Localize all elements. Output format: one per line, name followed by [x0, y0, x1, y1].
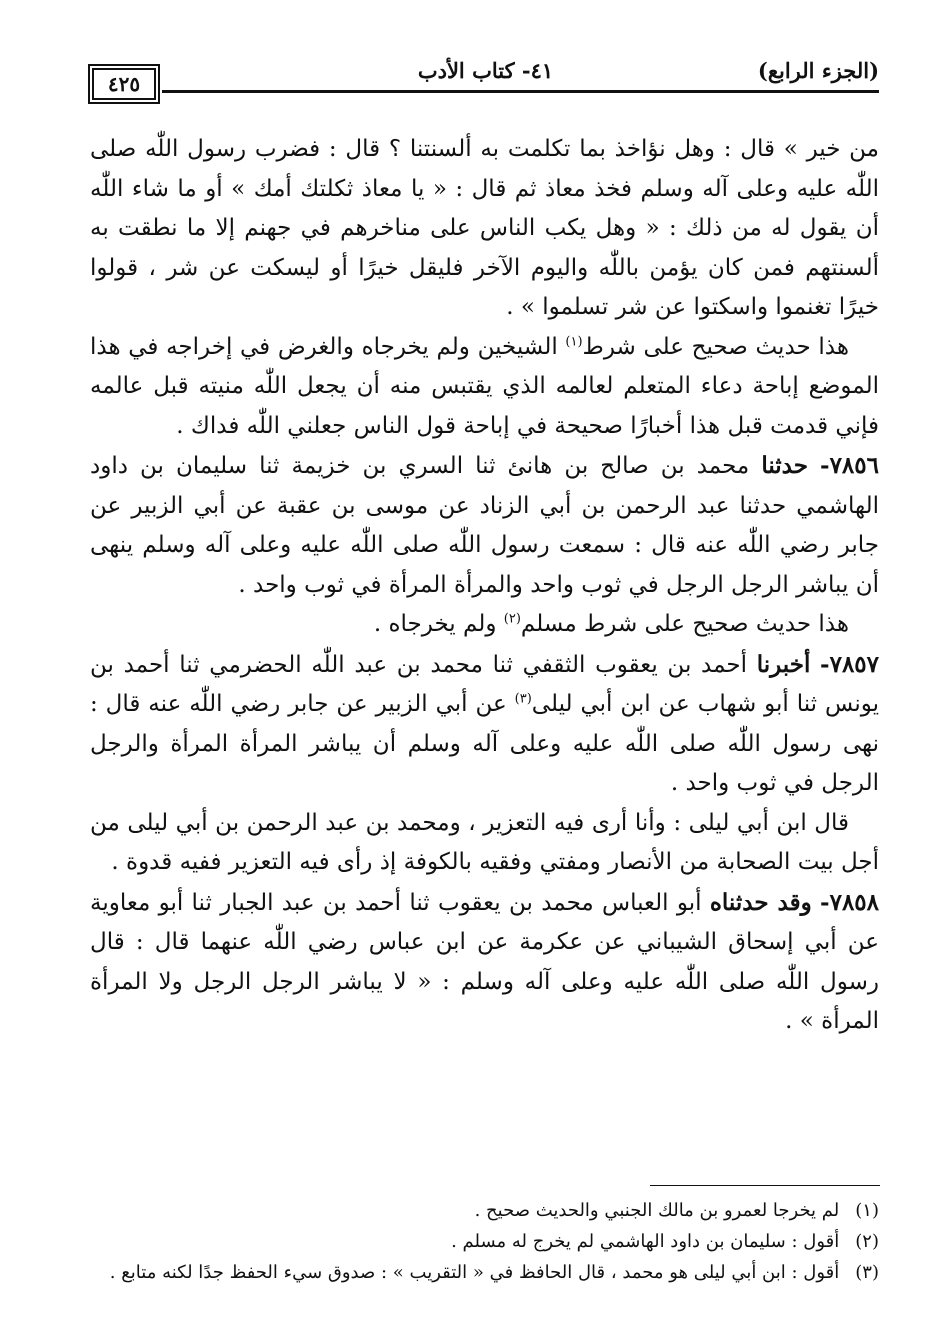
- paragraph-commentary-1: [90, 328, 879, 447]
- paragraph-hadith-continuation: من خير » قال : وهل نؤاخذ بما تكلمت به ألسنتنا ؟ قال : فضرب رسول اللّٰه صلى اللّٰه عليه وعلى آله وسلم فخذ معاذ ثم قال : « يا معاذ ثكلتك أمك » أو ما شاء اللّٰه أن يقول له من ذلك : « وهل يكب الناس على مناخرهم في جهنم إلا ما نطقت به ألسنتهم فمن كان يؤمن باللّٰه واليوم الآخر فليقل خيرًا أو ليسكت عن شر ، قولوا خيرًا تغنموا واسكتوا عن شر تسلموا » .: [90, 136, 879, 320]
- hadith-opener: أخبرنا: [756, 650, 811, 678]
- main-text: [90, 130, 879, 1042]
- hadith-number: ٧٨٥٦-: [820, 452, 879, 479]
- footnotes: [90, 1195, 879, 1288]
- page-number: ٤٢٥: [92, 68, 156, 100]
- footnote-2: [90, 1226, 879, 1257]
- commentary-text: هذا حديث صحيح على شرط مسلم: [520, 611, 849, 637]
- hadith-7858: [90, 883, 879, 1042]
- footnote-3: [90, 1257, 879, 1288]
- footnote-text: أقول : ابن أبي ليلى هو محمد ، قال الحافظ في « التقريب » : صدوق سيء الحفظ جدًا لكنه متابع .: [109, 1262, 840, 1283]
- footnote-mark: (٢): [855, 1231, 879, 1252]
- hadith-number: ٧٨٥٧-: [820, 650, 880, 678]
- hadith-text: أحمد بن يعقوب الثقفي ثنا محمد بن عبد اللّٰه الحضرمي ثنا أحمد بن يونس ثنا أبو شهاب عن ابن أبي ليلى: [90, 651, 880, 717]
- running-head: (الجزء الرابع): [757, 58, 879, 83]
- footnote-mark: (٣): [855, 1262, 879, 1283]
- commentary-text: الشيخين ولم يخرجاه والغرض في إخراجه في هذا الموضع إباحة دعاء المتعلم لعالمه الذي يقتبس منه أن يجعل اللّٰه منيته قبل عالمه فإني قدمت قبل هذا أخبارًا صحيحة في إباحة قول الناس جعلني اللّٰه فداك .: [90, 333, 879, 439]
- page-header: [92, 58, 879, 98]
- footnote-ref-1: (١): [565, 333, 583, 349]
- paragraph-commentary-3: قال ابن أبي ليلى : وأنا أرى فيه التعزير ، ومحمد بن عبد الرحمن بن أبي ليلى من أجل بيت الصحابة من الأنصار ومفتي وفقيه بالكوفة إذ رأى فيه التعزير ففيه قدوة .: [90, 809, 879, 875]
- footnote-separator: [650, 1185, 880, 1186]
- footnote-text: لم يخرجا لعمرو بن مالك الجنبي والحديث صحيح .: [474, 1200, 840, 1221]
- hadith-opener: وقد حدثناه: [709, 888, 812, 916]
- footnote-1: [90, 1195, 879, 1226]
- hadith-text: أبو العباس محمد بن يعقوب ثنا أحمد بن عبد الجبار ثنا أبو معاوية عن أبي إسحاق الشيباني عن عكرمة عن ابن عباس رضي اللّٰه عنهما قال : قال رسول اللّٰه صلى اللّٰه عليه وعلى آله وسلم : « لا يباشر الرجل الرجل ولا المرأة المرأة » .: [90, 889, 879, 1034]
- paragraph-commentary-2: [90, 605, 879, 645]
- hadith-opener: حدثنا: [761, 452, 808, 479]
- footnote-mark: (١): [855, 1200, 879, 1221]
- header-rule: [162, 90, 879, 93]
- hadith-text: عن أبي الزبير عن جابر رضي اللّٰه عنه قال : نهى رسول اللّٰه صلى اللّٰه عليه وعلى آله وسلم أن يباشر المرأة المرأة والرجل الرجل في ثوب واحد .: [90, 691, 879, 796]
- commentary-text: ولم يخرجاه .: [373, 611, 497, 637]
- hadith-7857: [90, 645, 879, 804]
- footnote-text: أقول : سليمان بن داود الهاشمي لم يخرج له مسلم .: [451, 1231, 840, 1252]
- chapter-title: ٤١- كتاب الأدب: [417, 58, 554, 83]
- hadith-number: ٧٨٥٨-: [820, 888, 880, 916]
- commentary-text: هذا حديث صحيح على شرط: [582, 333, 849, 360]
- hadith-7856: [90, 446, 879, 605]
- footnote-ref-2: (٢): [503, 611, 521, 627]
- footnote-ref-3: (٣): [514, 691, 532, 707]
- hadith-text: محمد بن صالح بن هانئ ثنا السري بن خزيمة ثنا سليمان بن داود الهاشمي حدثنا عبد الرحمن بن أبي الزناد عن موسى بن عقبة عن أبي الزبير عن جابر رضي اللّٰه عنه قال : سمعت رسول اللّٰه صلى اللّٰه عليه وعلى آله وسلم ينهى أن يباشر الرجل الرجل في ثوب واحد والمرأة المرأة في ثوب واحد .: [90, 453, 879, 598]
